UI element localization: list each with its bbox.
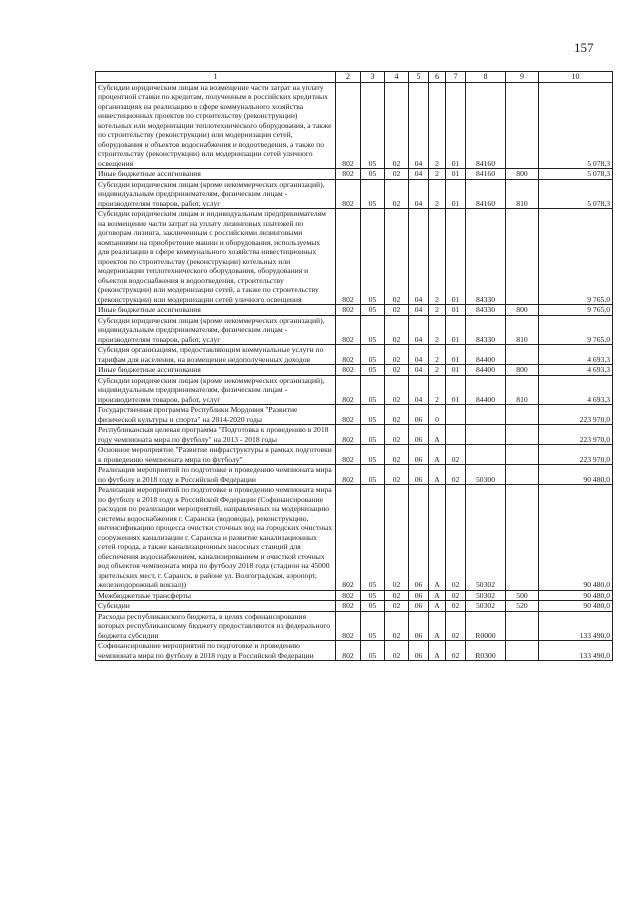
subprogram-cell: А <box>429 590 446 601</box>
admin-code-cell: 802 <box>336 365 361 376</box>
section-cell: 05 <box>361 315 385 345</box>
header-row <box>96 72 613 83</box>
table-row <box>96 405 613 425</box>
table-row <box>96 425 613 445</box>
admin-code-cell: 802 <box>336 485 361 591</box>
row-name-cell: Республиканская целевая программа "Подготовка к проведению в 2018 году чемпионата мира по футболу" на 2013 - 2018 годы <box>96 425 336 445</box>
direction-code-cell: 84400 <box>466 365 506 376</box>
table-row <box>96 375 613 405</box>
event-cell: 02 <box>446 590 466 601</box>
column-header: 5 <box>409 72 429 83</box>
expense-type-cell <box>506 345 539 365</box>
event-cell: 01 <box>446 169 466 180</box>
subprogram-cell: А <box>429 465 446 485</box>
column-header: 3 <box>361 72 385 83</box>
program-cell: 06 <box>409 601 429 612</box>
subsection-cell: 02 <box>385 425 409 445</box>
amount-cell: 9 765,0 <box>539 209 613 305</box>
table-row <box>96 82 613 169</box>
expense-type-cell: 810 <box>506 375 539 405</box>
subprogram-cell: 2 <box>429 179 446 209</box>
subsection-cell: 02 <box>385 169 409 180</box>
program-cell: 06 <box>409 590 429 601</box>
row-name-cell: Расходы республиканского бюджета, в целях софинансирования которых республиканскому бюджету предоставляются из федерального бюджета субсидии <box>96 611 336 641</box>
subsection-cell: 02 <box>385 375 409 405</box>
amount-cell: 223 970,0 <box>539 405 613 425</box>
admin-code-cell: 802 <box>336 465 361 485</box>
amount-cell: 223 970,0 <box>539 445 613 465</box>
table-row <box>96 365 613 376</box>
program-cell: 06 <box>409 445 429 465</box>
amount-cell: 90 480,0 <box>539 590 613 601</box>
table-row <box>96 485 613 591</box>
event-cell: 01 <box>446 82 466 169</box>
section-cell: 05 <box>361 375 385 405</box>
subsection-cell: 02 <box>385 445 409 465</box>
table-row <box>96 305 613 316</box>
admin-code-cell: 802 <box>336 601 361 612</box>
subsection-cell: 02 <box>385 179 409 209</box>
page-number: 157 <box>574 40 594 55</box>
subprogram-cell: 2 <box>429 209 446 305</box>
column-header: 4 <box>385 72 409 83</box>
row-name-cell: Реализация мероприятий по подготовке и проведению чемпионата мира по футболу в 2018 году в Российской Федерации <box>96 465 336 485</box>
program-cell: 04 <box>409 209 429 305</box>
subsection-cell: 02 <box>385 365 409 376</box>
column-header: 2 <box>336 72 361 83</box>
program-cell: 04 <box>409 345 429 365</box>
program-cell: 06 <box>409 611 429 641</box>
event-cell: 02 <box>446 641 466 661</box>
subsection-cell: 02 <box>385 345 409 365</box>
subprogram-cell: 2 <box>429 169 446 180</box>
admin-code-cell: 802 <box>336 611 361 641</box>
subprogram-cell: А <box>429 425 446 445</box>
expense-type-cell <box>506 405 539 425</box>
section-cell: 05 <box>361 465 385 485</box>
expense-type-cell <box>506 611 539 641</box>
direction-code-cell: R0000 <box>466 611 506 641</box>
subsection-cell: 02 <box>385 465 409 485</box>
amount-cell: 90 480,0 <box>539 465 613 485</box>
row-name-cell: Субсидия организациям, предоставляющим коммунальные услуги по тарифам для населения, на возмещение недополученных доходов <box>96 345 336 365</box>
subsection-cell: 02 <box>385 485 409 591</box>
table-row <box>96 590 613 601</box>
subsection-cell: 02 <box>385 405 409 425</box>
subsection-cell: 02 <box>385 590 409 601</box>
expense-type-cell: 500 <box>506 590 539 601</box>
section-cell: 05 <box>361 305 385 316</box>
direction-code-cell: 84160 <box>466 82 506 169</box>
event-cell: 01 <box>446 209 466 305</box>
table-row <box>96 179 613 209</box>
table-row <box>96 465 613 485</box>
table-row <box>96 641 613 661</box>
row-name-cell: Основное мероприятие "Развитие инфраструктуры в рамках подготовки к проведению чемпионата мира по футболу" <box>96 445 336 465</box>
expense-type-cell <box>506 425 539 445</box>
subprogram-cell: 2 <box>429 365 446 376</box>
subprogram-cell: 2 <box>429 315 446 345</box>
expense-type-cell <box>506 485 539 591</box>
program-cell: 06 <box>409 405 429 425</box>
expense-type-cell <box>506 209 539 305</box>
expense-type-cell <box>506 641 539 661</box>
subprogram-cell: 2 <box>429 345 446 365</box>
direction-code-cell: R0300 <box>466 641 506 661</box>
subprogram-cell: А <box>429 445 446 465</box>
row-name-cell: Субсидии <box>96 601 336 612</box>
program-cell: 06 <box>409 465 429 485</box>
section-cell: 05 <box>361 169 385 180</box>
direction-code-cell <box>466 445 506 465</box>
program-cell: 04 <box>409 315 429 345</box>
program-cell: 04 <box>409 375 429 405</box>
subprogram-cell: А <box>429 611 446 641</box>
subsection-cell: 02 <box>385 641 409 661</box>
expense-type-cell: 810 <box>506 315 539 345</box>
event-cell: 02 <box>446 485 466 591</box>
event-cell: 01 <box>446 305 466 316</box>
program-cell: 04 <box>409 365 429 376</box>
admin-code-cell: 802 <box>336 405 361 425</box>
event-cell: 02 <box>446 445 466 465</box>
row-name-cell: Субсидии юридическим лицам на возмещение части затрат на уплату процентной ставки по кредитам, полученным в российских кредитных организациях на реализацию в сфере коммунального хозяйства инвестиционных проектов по строительству (реконструкции) котельных или модернизации теплотехнического оборудования, а также по строительству (реконструкции) или модернизации сетей, оборудования и объектов водоснабжения и водоотведения, а также по строительству (реконструкции) или модернизации сетей уличного освещения <box>96 82 336 169</box>
event-cell: 02 <box>446 611 466 641</box>
admin-code-cell: 802 <box>336 375 361 405</box>
program-cell: 06 <box>409 641 429 661</box>
direction-code-cell: 84160 <box>466 169 506 180</box>
subsection-cell: 02 <box>385 601 409 612</box>
subprogram-cell: 2 <box>429 375 446 405</box>
row-name-cell: Государственная программа Республики Мордовия "Развитие физической культуры и спорта" на 2014-2020 годы <box>96 405 336 425</box>
section-cell: 05 <box>361 425 385 445</box>
subprogram-cell: А <box>429 485 446 591</box>
section-cell: 05 <box>361 405 385 425</box>
subsection-cell: 02 <box>385 209 409 305</box>
program-cell: 04 <box>409 169 429 180</box>
amount-cell: 5 078,3 <box>539 169 613 180</box>
table-row <box>96 169 613 180</box>
table-row <box>96 611 613 641</box>
direction-code-cell <box>466 405 506 425</box>
table-row <box>96 209 613 305</box>
row-name-cell: Межбюджетные трансферты <box>96 590 336 601</box>
direction-code-cell: 84400 <box>466 375 506 405</box>
event-cell <box>446 405 466 425</box>
admin-code-cell: 802 <box>336 315 361 345</box>
section-cell: 05 <box>361 641 385 661</box>
budget-table <box>95 71 613 661</box>
column-header: 7 <box>446 72 466 83</box>
event-cell: 02 <box>446 465 466 485</box>
expense-type-cell: 800 <box>506 365 539 376</box>
event-cell: 01 <box>446 365 466 376</box>
admin-code-cell: 802 <box>336 425 361 445</box>
amount-cell: 5 078,3 <box>539 82 613 169</box>
row-name-cell: Субсидии юридическим лицам (кроме некоммерческих организаций), индивидуальным предпринимателям, физическим лицам - производителям товаров, работ, услуг <box>96 315 336 345</box>
expense-type-cell <box>506 445 539 465</box>
section-cell: 05 <box>361 485 385 591</box>
admin-code-cell: 802 <box>336 345 361 365</box>
subprogram-cell: А <box>429 601 446 612</box>
direction-code-cell: 84330 <box>466 315 506 345</box>
column-header: 8 <box>466 72 506 83</box>
row-name-cell: Софинансирование мероприятий по подготовке и проведению чемпионата мира по футболу в 2018 году в Российской Федерации <box>96 641 336 661</box>
subprogram-cell: 0 <box>429 405 446 425</box>
admin-code-cell: 802 <box>336 82 361 169</box>
event-cell: 01 <box>446 375 466 405</box>
section-cell: 05 <box>361 601 385 612</box>
program-cell: 04 <box>409 305 429 316</box>
section-cell: 05 <box>361 345 385 365</box>
column-header: 6 <box>429 72 446 83</box>
event-cell <box>446 425 466 445</box>
program-cell: 04 <box>409 179 429 209</box>
admin-code-cell: 802 <box>336 169 361 180</box>
amount-cell: 223 970,0 <box>539 425 613 445</box>
column-header: 9 <box>506 72 539 83</box>
amount-cell: 4 693,3 <box>539 365 613 376</box>
admin-code-cell: 802 <box>336 590 361 601</box>
expense-type-cell <box>506 465 539 485</box>
event-cell: 02 <box>446 601 466 612</box>
subprogram-cell: 2 <box>429 82 446 169</box>
expense-type-cell: 810 <box>506 179 539 209</box>
expense-type-cell: 800 <box>506 169 539 180</box>
section-cell: 05 <box>361 590 385 601</box>
section-cell: 05 <box>361 445 385 465</box>
program-cell: 06 <box>409 425 429 445</box>
subprogram-cell: 2 <box>429 305 446 316</box>
admin-code-cell: 802 <box>336 641 361 661</box>
admin-code-cell: 802 <box>336 305 361 316</box>
admin-code-cell: 802 <box>336 179 361 209</box>
row-name-cell: Иные бюджетные ассигнования <box>96 365 336 376</box>
direction-code-cell: 50302 <box>466 590 506 601</box>
admin-code-cell: 802 <box>336 209 361 305</box>
program-cell: 06 <box>409 485 429 591</box>
amount-cell: 5 078,3 <box>539 179 613 209</box>
section-cell: 05 <box>361 611 385 641</box>
table-row <box>96 345 613 365</box>
table-row <box>96 315 613 345</box>
section-cell: 05 <box>361 209 385 305</box>
row-name-cell: Иные бюджетные ассигнования <box>96 305 336 316</box>
expense-type-cell: 520 <box>506 601 539 612</box>
amount-cell: 90 480,0 <box>539 601 613 612</box>
expense-type-cell <box>506 82 539 169</box>
event-cell: 01 <box>446 345 466 365</box>
section-cell: 05 <box>361 365 385 376</box>
section-cell: 05 <box>361 179 385 209</box>
subsection-cell: 02 <box>385 315 409 345</box>
direction-code-cell: 84330 <box>466 305 506 316</box>
program-cell: 04 <box>409 82 429 169</box>
expense-type-cell: 800 <box>506 305 539 316</box>
event-cell: 01 <box>446 315 466 345</box>
subsection-cell: 02 <box>385 82 409 169</box>
row-name-cell: Иные бюджетные ассигнования <box>96 169 336 180</box>
amount-cell: 9 765,0 <box>539 305 613 316</box>
amount-cell: 9 765,0 <box>539 315 613 345</box>
subsection-cell: 02 <box>385 611 409 641</box>
amount-cell: 133 490,0 <box>539 641 613 661</box>
table-row <box>96 445 613 465</box>
row-name-cell: Субсидии юридическим лицам (кроме некоммерческих организаций), индивидуальным предпринимателям, физическим лицам - производителям товаров, работ, услуг <box>96 375 336 405</box>
table-body <box>96 82 613 661</box>
table-row <box>96 601 613 612</box>
direction-code-cell: 50302 <box>466 485 506 591</box>
column-header: 10 <box>539 72 613 83</box>
row-name-cell: Субсидии юридическим лицам и индивидуальным предпринимателям на возмещение части затрат на уплату лизинговых платежей по договорам лизинга, заключенным с российскими лизинговыми компаниями на приобретение машин и оборудования, используемых для реализации в сфере коммунального хозяйства инвестиционных проектов по строительству (реконструкции) котельных или модернизации теплотехнического оборудования, оборудования и объектов водоснабжения и водоотведения, строительству (реконструкции) или модернизации сетей, а также по строительству (реконструкции) или модернизации сетей уличного освещения <box>96 209 336 305</box>
amount-cell: 90 480,0 <box>539 485 613 591</box>
direction-code-cell: 84160 <box>466 179 506 209</box>
column-header: 1 <box>96 72 336 83</box>
row-name-cell: Субсидии юридическим лицам (кроме некоммерческих организаций), индивидуальным предпринимателям, физическим лицам - производителям товаров, работ, услуг <box>96 179 336 209</box>
section-cell: 05 <box>361 82 385 169</box>
subprogram-cell: А <box>429 641 446 661</box>
amount-cell: 133 490,0 <box>539 611 613 641</box>
amount-cell: 4 693,3 <box>539 345 613 365</box>
admin-code-cell: 802 <box>336 445 361 465</box>
direction-code-cell: 84330 <box>466 209 506 305</box>
subsection-cell: 02 <box>385 305 409 316</box>
direction-code-cell: 50302 <box>466 601 506 612</box>
row-name-cell: Реализация мероприятий по подготовке и проведению чемпионата мира по футболу в 2018 году в Российской Федерации (Софинансирование расходов по реализации мероприятий, направленных на модернизацию системы водоснабжения г. Саранска (водоводы), реконструкцию, интенсификацию процесса очистки сточных вод на городских очистных сооружениях канализации г. Саранска и развитие канализационных сетей города, а также канализационных насосных станций для обеспечения водоснабжением, канализированием и очисткой сточных вод объектов чемпионата мира по футболу 2018 года (стадион на 45000 зрительских мест, г. Саранск, в районе ул. Волгоградская, аэропорт, железнодорожный вокзал)) <box>96 485 336 591</box>
direction-code-cell: 84400 <box>466 345 506 365</box>
direction-code-cell <box>466 425 506 445</box>
direction-code-cell: 50300 <box>466 465 506 485</box>
event-cell: 01 <box>446 179 466 209</box>
amount-cell: 4 693,3 <box>539 375 613 405</box>
